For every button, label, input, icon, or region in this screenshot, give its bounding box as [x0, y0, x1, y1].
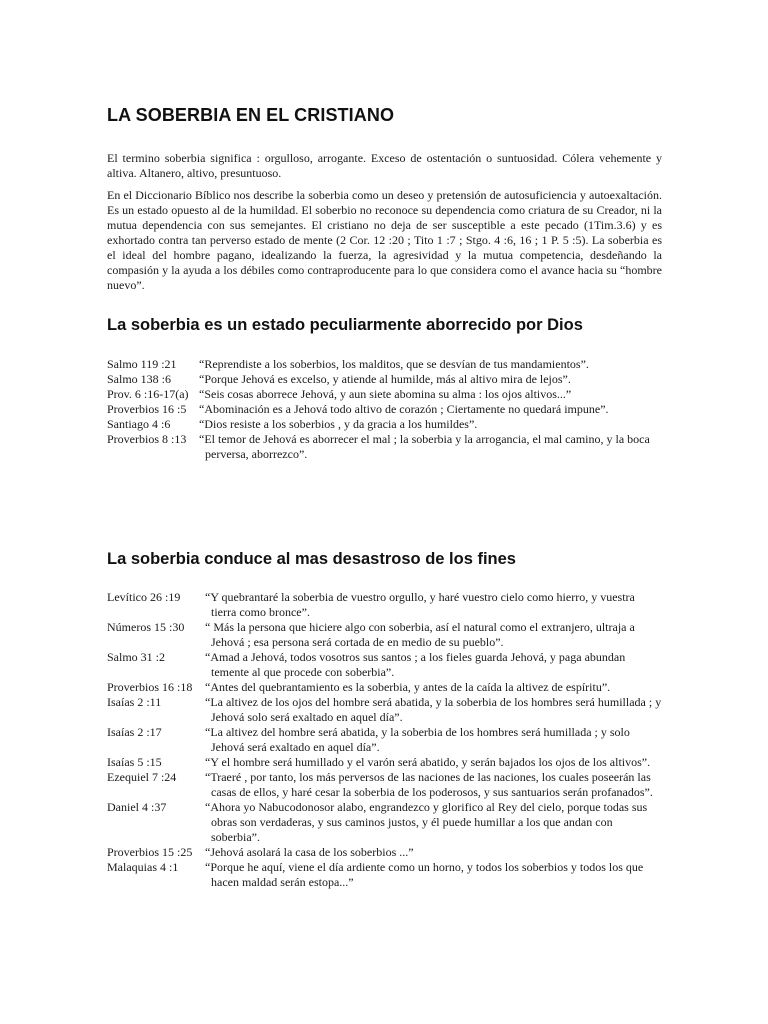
- reference-citation: Malaquias 4 :1: [107, 860, 179, 874]
- reference-item: [107, 590, 662, 620]
- reference-item: [107, 725, 662, 755]
- reference-citation: Salmo 138 :6: [107, 372, 172, 386]
- reference-quote: “Seis cosas aborrece Jehová, y aun siete abomina su alma : los ojos altivos...”: [199, 387, 572, 401]
- reference-citation: Levítico 26 :19: [107, 590, 181, 604]
- reference-list-aborrecido: [107, 357, 662, 462]
- reference-quote: “Antes del quebrantamiento es la soberbia, y antes de la caída la altivez de espíritu”.: [205, 680, 611, 694]
- reference-citation: Isaías 2 :17: [107, 725, 162, 739]
- reference-item: [107, 860, 662, 890]
- intro-paragraph-dictionary: En el Diccionario Bíblico nos describe la soberbia como un deseo y pretensión de autosuficiencia y autoexaltación. Es un estado opuesto al de la humildad. El soberbio no reconoce su dependencia como criatura de su Creador, ni la mutua dependencia con sus semejantes. El cristiano no deja de ser susceptible a este pecado (1Tim.3.6) y es exhortado contra tan perverso estado de mente (2 Cor. 12 :20 ; Tito 1 :7 ; Stgo. 4 :6, 16 ; 1 P. 5 :5). La soberbia es el ideal del hombre pagano, idealizando la fuerza, la agresividad y la mutua competencia, desdeñando la compasión y la ayuda a los débiles como contraproducente para lo que considera como el avance hacia su “hombre nuevo”.: [107, 188, 662, 292]
- reference-citation: Proverbios 8 :13: [107, 432, 187, 446]
- reference-list-desastroso: [107, 590, 662, 890]
- reference-item: [107, 432, 662, 462]
- reference-item: [107, 845, 662, 860]
- page-title: LA SOBERBIA EN EL CRISTIANO: [107, 105, 395, 125]
- reference-item: [107, 387, 662, 402]
- reference-citation: Ezequiel 7 :24: [107, 770, 177, 784]
- reference-citation: Daniel 4 :37: [107, 800, 167, 814]
- reference-quote: “Jehová asolará la casa de los soberbios ...”: [205, 845, 414, 859]
- reference-citation: Proverbios 15 :25: [107, 845, 193, 859]
- reference-citation: Santiago 4 :6: [107, 417, 171, 431]
- reference-quote: “Y el hombre será humillado y el varón será abatido, y serán bajados los ojos de los altivos”.: [205, 755, 651, 769]
- reference-item: [107, 650, 662, 680]
- reference-item: [107, 620, 662, 650]
- reference-citation: Isaías 2 :11: [107, 695, 162, 709]
- reference-quote: “Y quebrantaré la soberbia de vuestro orgullo, y haré vuestro cielo como hierro, y vuestra tierra como bronce”.: [205, 590, 635, 619]
- section-heading-desastroso: La soberbia conduce al mas desastroso de los fines: [107, 550, 516, 568]
- reference-item: [107, 417, 662, 432]
- reference-citation: Isaías 5 :15: [107, 755, 162, 769]
- reference-quote: “El temor de Jehová es aborrecer el mal ; la soberbia y la arrogancia, el mal camino, y la boca perversa, aborrezco”.: [199, 432, 650, 461]
- reference-quote: “Reprendiste a los soberbios, los malditos, que se desvían de tus mandamientos”.: [199, 357, 589, 371]
- reference-quote: “Amad a Jehová, todos vosotros sus santos ; a los fieles guarda Jehová, y paga abundan temente al que procede con soberbia”.: [205, 650, 626, 679]
- reference-quote: “La altivez de los ojos del hombre será abatida, y la soberbia de los hombres será humillada ; y Jehová solo será exaltado en aquel día”.: [205, 695, 662, 724]
- reference-citation: Salmo 119 :21: [107, 357, 177, 371]
- reference-quote: “Dios resiste a los soberbios , y da gracia a los humildes”.: [199, 417, 478, 431]
- reference-item: [107, 800, 662, 845]
- reference-item: [107, 402, 662, 417]
- reference-quote: “Traeré , por tanto, los más perversos de las naciones de las naciones, los cuales poseerán las casas de ellos, y haré cesar la soberbia de los poderosos, y sus santuarios serán profanados”.: [205, 770, 653, 799]
- reference-quote: “Ahora yo Nabucodonosor alabo, engrandezco y glorifico al Rey del cielo, porque todas sus obras son verdaderas, y sus caminos justos, y él puede humillar a los que andan con soberbia”.: [205, 800, 648, 844]
- reference-quote: “Abominación es a Jehová todo altivo de corazón ; Ciertamente no quedará impune”.: [199, 402, 609, 416]
- section-heading-aborrecido: La soberbia es un estado peculiarmente aborrecido por Dios: [107, 316, 583, 334]
- reference-quote: “Porque Jehová es excelso, y atiende al humilde, más al altivo mira de lejos”.: [199, 372, 571, 386]
- reference-item: [107, 680, 662, 695]
- reference-citation: Números 15 :30: [107, 620, 185, 634]
- reference-quote: “ Más la persona que hiciere algo con soberbia, así el natural como el extranjero, ultraja a Jehová ; esa persona será cortada de en medio de su pueblo”.: [205, 620, 635, 649]
- reference-citation: Salmo 31 :2: [107, 650, 166, 664]
- reference-quote: “Porque he aquí, viene el día ardiente como un horno, y todos los soberbios y todos los que hacen maldad serán estopa...”: [205, 860, 644, 889]
- reference-quote: “La altivez del hombre será abatida, y la soberbia de los hombres será humillada ; y solo Jehová será exaltado en aquel día”.: [205, 725, 630, 754]
- reference-item: [107, 695, 662, 725]
- reference-citation: Proverbios 16 :5: [107, 402, 187, 416]
- intro-paragraph-definition: El termino soberbia significa : orgulloso, arrogante. Exceso de ostentación o suntuosidad. Cólera vehemente y altiva. Altanero, altivo, presuntuoso.: [107, 151, 662, 180]
- reference-citation: Proverbios 16 :18: [107, 680, 193, 694]
- reference-item: [107, 372, 662, 387]
- reference-item: [107, 755, 662, 770]
- reference-citation: Prov. 6 :16-17(a): [107, 387, 189, 401]
- reference-item: [107, 770, 662, 800]
- reference-item: [107, 357, 662, 372]
